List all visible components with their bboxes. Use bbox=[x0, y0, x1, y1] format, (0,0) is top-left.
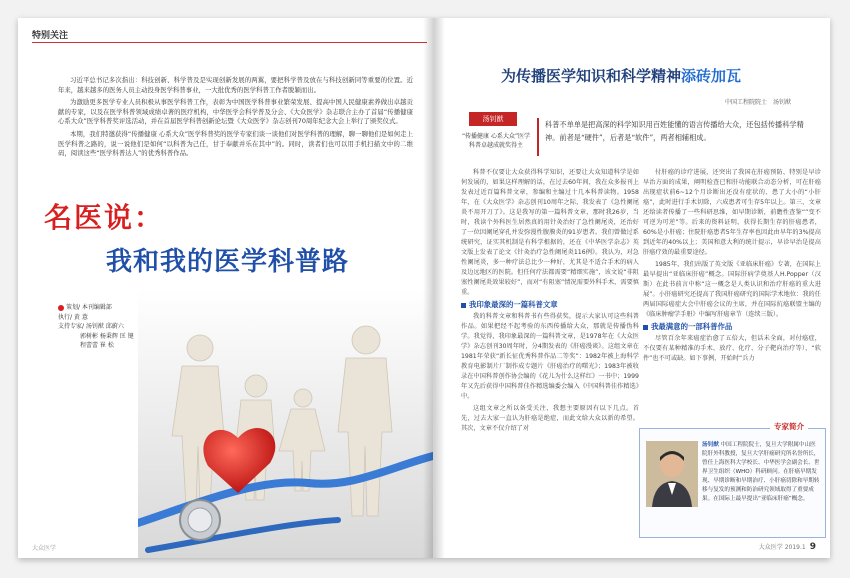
subheading: 我印象最深的一篇科普文章 bbox=[461, 300, 639, 310]
page-number: 9 bbox=[809, 542, 816, 552]
quote-bar bbox=[537, 118, 539, 156]
body-paragraph: 这组文章之所以备受关注，我想主要原因有以下几点。首先，过去大家一直认为肝癌是绝症，而此文给大众以新的希望。其次，文章不仅介绍了对 bbox=[461, 405, 639, 432]
intro-paragraph: 习近平总书记多次指出：科技创新、科学普及是实现创新发展的两翼，要把科学普及放在与科技创新同等重要的位置。近年来，越来越多的医务人员主动投身医学科普事业，一大批优秀的医学科普工作者脱颖而出。 bbox=[58, 76, 413, 94]
expert-profile-box bbox=[639, 422, 826, 538]
credit-line: 支持专家/ 汤钊猷 邱蔚六 bbox=[58, 323, 124, 330]
article-column-2 bbox=[643, 168, 821, 366]
left-footer: 大众医学 bbox=[32, 545, 57, 552]
expert-bio: 汤钊猷 中国工程院院士，复旦大学附属中山医院肝外科教授，复旦大学肝癌研究所名誉所长，曾任上海医科大学校长、中华医学会副会长、世界卫生组织（WHO）科研顾问。在肝癌早期发现、早期诊断和早期治疗、小肝癌切除和早期转移与复发的预测和防治研究领域取得了重要成果。在国际上最早提出“亚临床肝癌”概念。 bbox=[702, 442, 820, 502]
intro-text bbox=[58, 76, 413, 162]
byline: 中国工程院院士 汤钊猷 bbox=[725, 99, 792, 106]
square-bullet-icon bbox=[643, 325, 648, 330]
article-column-1 bbox=[461, 168, 639, 436]
author-tag: 汤钊猷 bbox=[469, 112, 517, 126]
body-paragraph: 付肝癌的诊疗进展，还突出了我国在肝癌预防、特别是早诊早治方面的成果，阐明检查已和肝功能联合动态分析，可在肝癌出现症状前6~12个月诊断出还没有症状的、患了大小的“小肝癌”，此时进行手术切除，六成患者可生存5年以上。第三，文章还给读者传播了一些科研思维，如早期诊断，前瞻性查鉴“”变不可逆为可逆”等。后来的资料证明，获得长期生存的肝癌患者，60%是小肝癌；住院肝癌患者5年生存率也因此由早年的3%提高到近年的40%以上；美国和意大利的统计提示，早诊早治是提高肝癌疗效的最重要途径。 bbox=[643, 169, 821, 256]
intro-paragraph: 为激励更多医学专业人员积极从事医学科普工作，表彰为中国医学科普事业繁荣发展、提高中国人民健康素养做出卓越贡献的专家，以及在医学科普领域成绩卓著的医疗机构，中华医学会科学普及分会、《大众医学》杂志联合主办了首届“传播健康 心系大众”医学科普奖评选活动，并在首届医学科普创新论坛暨《大众医学》杂志创刊70周年纪念大会上举行了颁奖仪式。 bbox=[58, 98, 413, 126]
family-stethoscope-illustration bbox=[138, 288, 433, 558]
pull-quote: 科普不单单是把高深的科学知识用百姓能懂的语言传播给大众，还包括传播科学精神。前者是“硬件”，后者是“软件”，两者相辅相成。 bbox=[545, 120, 804, 142]
body-paragraph: 我的科普文章和科普书有些得获奖，提示大家认可这些科普作品。如果把经不起考验的东西传播给大众，那就是传播伪科学。我觉得，我印象最深的一篇科普文章，是1978年在《大众医学》杂志创刊30周年时，分4期发表的《肝癌漫谈》。这组文章在1981年荣获“新长征优秀科普作品二等奖”：1982年被上海科学教育电影制片厂制作成专题片《肝癌治疗的曙光》；1983年被收录在中国科普创作协会编的《花儿为什么这样红》一书中；1999年又先后获得中国科普佳作精选编委会编入《中国科普佳作精选》中。 bbox=[461, 313, 639, 400]
expert-photo bbox=[646, 441, 698, 507]
article-title: 为传播医学知识和科学精神添砖加瓦 bbox=[501, 67, 742, 85]
section-tag: 特别关注 bbox=[32, 31, 69, 41]
intro-paragraph: 本期，我们特邀获得“传播健康 心系大众”医学科普奖的医学专家们谈一谈他们对医学科普的理解，聊一聊他们是如何走上医学科普之路的，说一说他们是如何“以科普为己任，甘于奉献并乐在其中”的。同时，读者们也可以用手机扫描文中的二维码，阅读这些“医学科普达人”的优秀科普作品。 bbox=[58, 129, 413, 158]
subheading: 我最满意的一部科普作品 bbox=[643, 322, 821, 332]
credit-line: 执行/ 黄 薏 bbox=[58, 313, 88, 321]
body-paragraph: 科普不仅要让大众获得科学知识，还要让大众知道科学是如何发展的，如果这样理解的话，在过去60年间，我在众多报刊上发表过近百篇科普文章，参编和主编过十几本科普读物。1958年，在《大众医学》杂志创刊10周年之际，我发表了《急性阑尾炎不用开刀了》。这是我写的第一篇科普文章，那时我26岁，当时，我读个外科医生居然真的用针灸治好了急性阑尾炎，还治好了一位因阑尾穿孔并发弥漫性腹膜炎的91岁患者。我们曾做过系统研究，证实其机制是有科学根据的，还在《中华医学杂志》英文版上发表了论文《针灸治疗急性阑尾炎116例》。我认为，对急性阑尾炎，多一种疗法总比少一种好，尤其是不适合手术的病人及边远地区的医院。但任何疗法都需要“精细实施”，该文说“非阻塞性阑尾炎效果较好”，而对“有阻塞”情况需要外科手术，需要慎重。 bbox=[461, 169, 639, 296]
square-bullet-icon bbox=[461, 303, 466, 308]
right-footer: 大众医学 2019.1 9 bbox=[758, 542, 816, 552]
magazine-spread bbox=[18, 18, 830, 558]
left-page bbox=[18, 18, 433, 558]
body-paragraph: 尽管百余年来癌症治愈了五倍大，但话未全面，对付癌症，不仅要有某种精准的手术、放疗、化疗、分子靶向治疗等），“软件”也不可或缺。如下事例，开始时“兵力 bbox=[643, 335, 821, 362]
credit-line: 程蕾蕾 崔 松 bbox=[80, 342, 114, 349]
credit-line: 郭树彬 杨秉辉 匡 键 bbox=[80, 332, 134, 340]
hero-title-line2: 我和我的医学科普路 bbox=[106, 247, 350, 277]
hero-title-line1: 名医说： bbox=[44, 201, 165, 234]
body-paragraph: 1985年，我们出版了英文版《亚临床肝癌》专著，在国际上最早提出“亚临床肝癌”概念。国际肝病学奠基人H.Popper（汉斯）在此书前言中称“这一概念是人类认识和治疗肝癌的重大进展”。小肝癌研究还提高了我国肝癌研究的国际学术地位：我的任两届国际癌症大会中肝癌会议的主席，并在国际抗癌联盟主编的《临床肿瘤学手册》中编写肝癌章节（连续三版）。 bbox=[643, 261, 821, 318]
award-caption: “传播健康 心系大众”医学科普卓越成就奖得主 bbox=[461, 133, 531, 149]
credit-line: 策划/ 本刊编辑部 bbox=[58, 303, 158, 313]
right-page bbox=[433, 18, 830, 558]
expert-heading: 专家简介 bbox=[770, 421, 808, 432]
section-divider bbox=[32, 42, 427, 43]
bullet-icon bbox=[58, 305, 64, 311]
